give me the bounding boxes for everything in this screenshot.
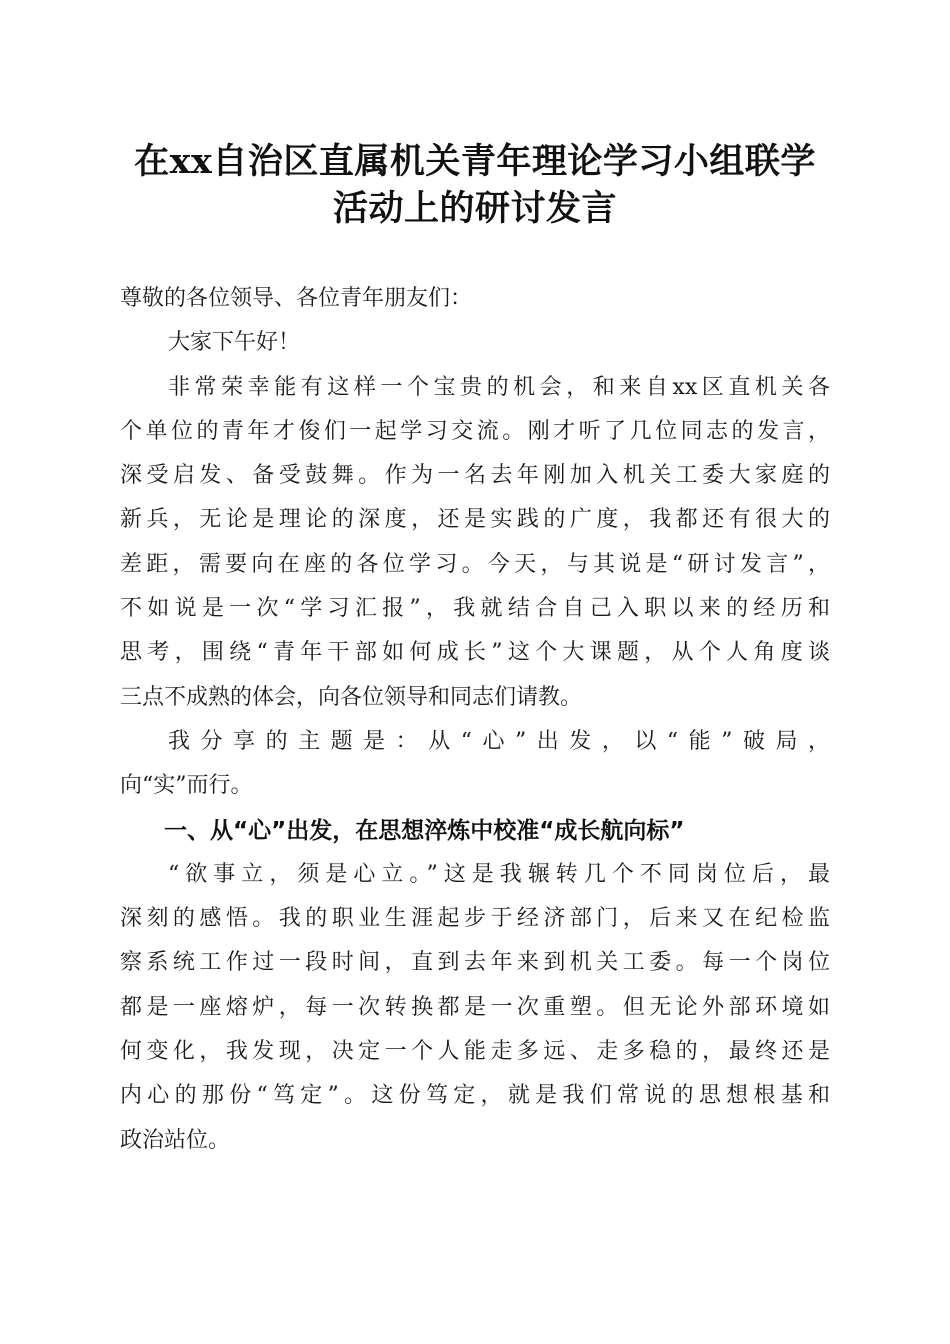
paragraph-line: 新兵，无论是理论的深度，还是实践的广度，我都还有很大的 [120,507,830,533]
theme-paragraph [120,720,830,809]
title-line-2: 活动上的研讨发言 [332,188,617,229]
paragraph-line: 深刻的感悟。我的职业生涯起步于经济部门，后来又在纪检监 [120,906,830,932]
salutation: 尊敬的各位领导、各位青年朋友们： [120,286,473,311]
paragraph-line: 何变化，我发现，决定一个人能走多远、走多稳的，最终还是 [120,1039,830,1065]
document-title [100,138,850,232]
paragraph-line: 不如说是一次“学习汇报”，我就结合自己入职以来的经历和 [120,596,830,622]
document-body [120,277,830,1163]
paragraph-line: 非常荣幸能有这样一个宝贵的机会，和来自xx区直机关各 [168,374,830,400]
section-heading-1: 一、从“心”出发，在思想淬炼中校准“成长航向标” [164,817,685,844]
paragraph-line: 思考，围绕“青年干部如何成长”这个大课题，从个人角度谈 [120,640,830,666]
paragraph-line: 政治站位。 [120,1127,231,1153]
paragraph-line: 向“实”而行。 [120,773,253,799]
paragraph-line: 深受启发、备受鼓舞。作为一名去年刚加入机关工委大家庭的 [120,463,830,489]
paragraph-line: 差距，需要向在座的各位学习。今天，与其说是“研讨发言”， [120,551,830,577]
section-1-paragraph [120,853,830,1163]
intro-paragraph [120,366,830,720]
paragraph-line: 都是一座熔炉，每一次转换都是一次重塑。但无论外部环境如 [120,994,830,1020]
paragraph-line: 我分享的主题是：从“心”出发，以“能”破局， [168,728,830,754]
paragraph-line: 察系统工作过一段时间，直到去年来到机关工委。每一个岗位 [120,950,830,976]
greeting: 大家下午好！ [168,330,301,356]
paragraph-line: “欲事立，须是心立。”这是我辗转几个不同岗位后，最 [168,861,830,887]
paragraph-line: 个单位的青年才俊们一起学习交流。刚才听了几位同志的发言， [120,418,830,444]
paragraph-line: 内心的那份“笃定”。这份笃定，就是我们常说的思想根基和 [120,1083,830,1109]
paragraph-line: 三点不成熟的体会，向各位领导和同志们请教。 [120,684,583,710]
title-line-1: 在xx自治区直属机关青年理论学习小组联学 [134,141,816,182]
